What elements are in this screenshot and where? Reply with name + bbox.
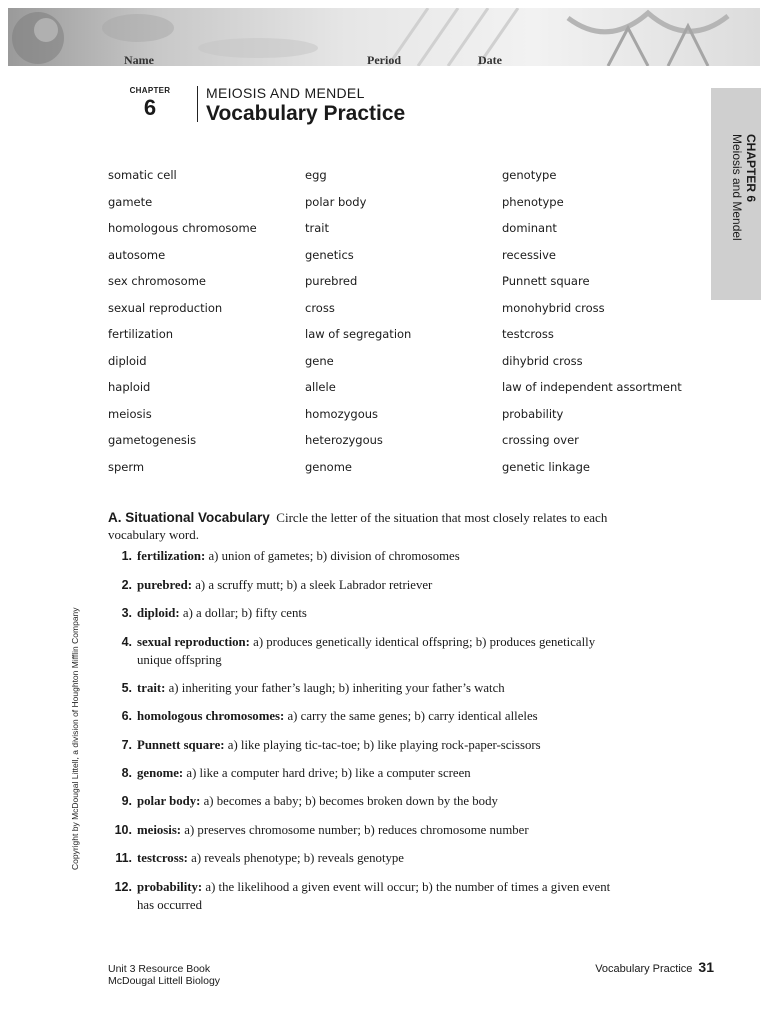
vocab-term: cross <box>305 300 335 315</box>
footer-section-label: Vocabulary Practice <box>595 963 693 975</box>
question-choices: a) a scruffy mutt; b) a sleek Labrador retriever <box>195 578 433 592</box>
page-number: 31 <box>698 959 714 975</box>
chapter-subtitle: MEIOSIS AND MENDEL <box>206 85 365 101</box>
vocab-term: probability <box>502 406 564 421</box>
question-number: 10. <box>114 823 132 837</box>
vocab-term: trait <box>305 221 329 235</box>
vocab-term: autosome <box>108 247 166 262</box>
vocab-term: sex chromosome <box>108 274 206 288</box>
vocab-term: gametogenesis <box>108 433 197 447</box>
vocab-term: genetic linkage <box>502 459 590 474</box>
vocab-term: law of independent assortment <box>502 380 682 394</box>
vocab-term: sexual reproduction <box>108 300 223 315</box>
period-label: Period <box>367 53 401 67</box>
question-number: 2. <box>121 578 132 592</box>
footer-page-info <box>595 959 714 975</box>
question-choices: a) the likelihood a given event will occur; b) the number of times a given event has occurred <box>137 880 611 912</box>
vocab-term: Punnett square <box>502 274 590 288</box>
question-choices: a) preserves chromosome number; b) reduces chromosome number <box>184 823 529 837</box>
vocab-term: haploid <box>108 380 151 394</box>
footer-publisher: McDougal Littell Biology <box>108 975 221 987</box>
vocab-term: diploid <box>108 353 147 368</box>
copyright-notice: Copyright by McDougal Littell, a division of Houghton Mifflin Company <box>70 607 80 870</box>
question-term: Punnett square: <box>137 738 225 752</box>
question-choices: a) like playing tic-tac-toe; b) like playing rock-paper-scissors <box>227 738 541 752</box>
section-a-heading: A. Situational Vocabulary <box>108 510 270 525</box>
vocab-term: dihybrid cross <box>502 353 583 368</box>
vocab-term: fertilization <box>108 327 174 341</box>
vocab-term: monohybrid cross <box>502 300 605 315</box>
question-term: meiosis: <box>137 823 182 837</box>
question-number: 1. <box>121 549 132 563</box>
footer-book-title: Unit 3 Resource Book <box>108 963 211 975</box>
date-label: Date <box>478 53 502 67</box>
footer-source <box>108 963 220 987</box>
question-choices: a) union of gametes; b) division of chromosomes <box>208 549 460 563</box>
vocab-term: sperm <box>108 459 145 474</box>
side-tab-text <box>714 88 758 300</box>
vocab-term: recessive <box>502 247 557 262</box>
vocab-term: purebred <box>305 274 358 288</box>
question-number: 8. <box>121 766 132 780</box>
section-a-text: Circle the letter of the situation that most closely relates to each vocabulary word. <box>108 510 608 542</box>
question-term: trait: <box>137 681 166 695</box>
question-number: 6. <box>121 709 132 723</box>
vocab-term: homozygous <box>305 406 379 421</box>
question-term: polar body: <box>137 794 201 808</box>
vocab-term: law of segregation <box>305 327 412 341</box>
vocab-column-2 <box>305 162 495 480</box>
vocab-term: testcross <box>502 327 554 341</box>
side-tab-topic: Meiosis and Mendel <box>730 134 744 241</box>
vocab-column-3 <box>502 162 692 480</box>
question-choices: a) produces genetically identical offspring; b) produces genetically unique offspring <box>137 635 596 667</box>
vocab-term: heterozygous <box>305 433 383 447</box>
question-number: 5. <box>121 681 132 695</box>
question-choices: a) reveals phenotype; b) reveals genotype <box>191 851 404 865</box>
vocab-term: genetics <box>305 247 354 262</box>
vocab-term: somatic cell <box>108 168 177 182</box>
vocab-term: gene <box>305 353 334 368</box>
question-term: fertilization: <box>137 549 206 563</box>
question-number: 7. <box>121 738 132 752</box>
chapter-label: CHAPTER <box>129 86 171 95</box>
vocab-term: dominant <box>502 221 557 235</box>
question-term: genome: <box>137 766 184 780</box>
vocab-term: genome <box>305 459 352 474</box>
question-number: 4. <box>121 635 132 649</box>
vocab-term: polar body <box>305 194 367 209</box>
question-number: 12. <box>114 880 132 894</box>
question-choices: a) inheriting your father’s laugh; b) inheriting your father’s watch <box>168 681 505 695</box>
question-number: 9. <box>121 794 132 808</box>
page-title: Vocabulary Practice <box>206 102 406 125</box>
vocab-term: meiosis <box>108 406 152 421</box>
question-term: diploid: <box>137 606 180 620</box>
question-choices: a) carry the same genes; b) carry identical alleles <box>287 709 538 723</box>
section-a-instructions <box>108 509 628 543</box>
vocab-term: allele <box>305 380 336 394</box>
vocab-term: genotype <box>502 168 557 182</box>
question-term: sexual reproduction: <box>137 635 250 649</box>
question-choices: a) becomes a baby; b) becomes broken down by the body <box>203 794 498 808</box>
question-term: purebred: <box>137 578 192 592</box>
student-info-fields <box>124 53 544 67</box>
question-number: 11. <box>115 851 132 865</box>
question-term: testcross: <box>137 851 188 865</box>
question-choices: a) a dollar; b) fifty cents <box>182 606 307 620</box>
vocab-term: crossing over <box>502 433 579 447</box>
vocab-term: gamete <box>108 194 153 209</box>
chapter-marker <box>128 86 172 121</box>
title-divider <box>197 86 198 122</box>
vocab-column-1 <box>108 162 298 480</box>
chapter-number: 6 <box>143 95 157 120</box>
side-tab-chapter: CHAPTER 6 <box>744 134 758 203</box>
vocab-term: homologous chromosome <box>108 221 257 235</box>
question-number: 3. <box>121 606 132 620</box>
question-term: homologous chromosomes: <box>137 709 285 723</box>
vocab-term: phenotype <box>502 194 564 209</box>
question-term: probability: <box>137 880 203 894</box>
question-choices: a) like a computer hard drive; b) like a computer screen <box>186 766 471 780</box>
name-label: Name <box>124 53 154 67</box>
vocab-term: egg <box>305 168 327 182</box>
